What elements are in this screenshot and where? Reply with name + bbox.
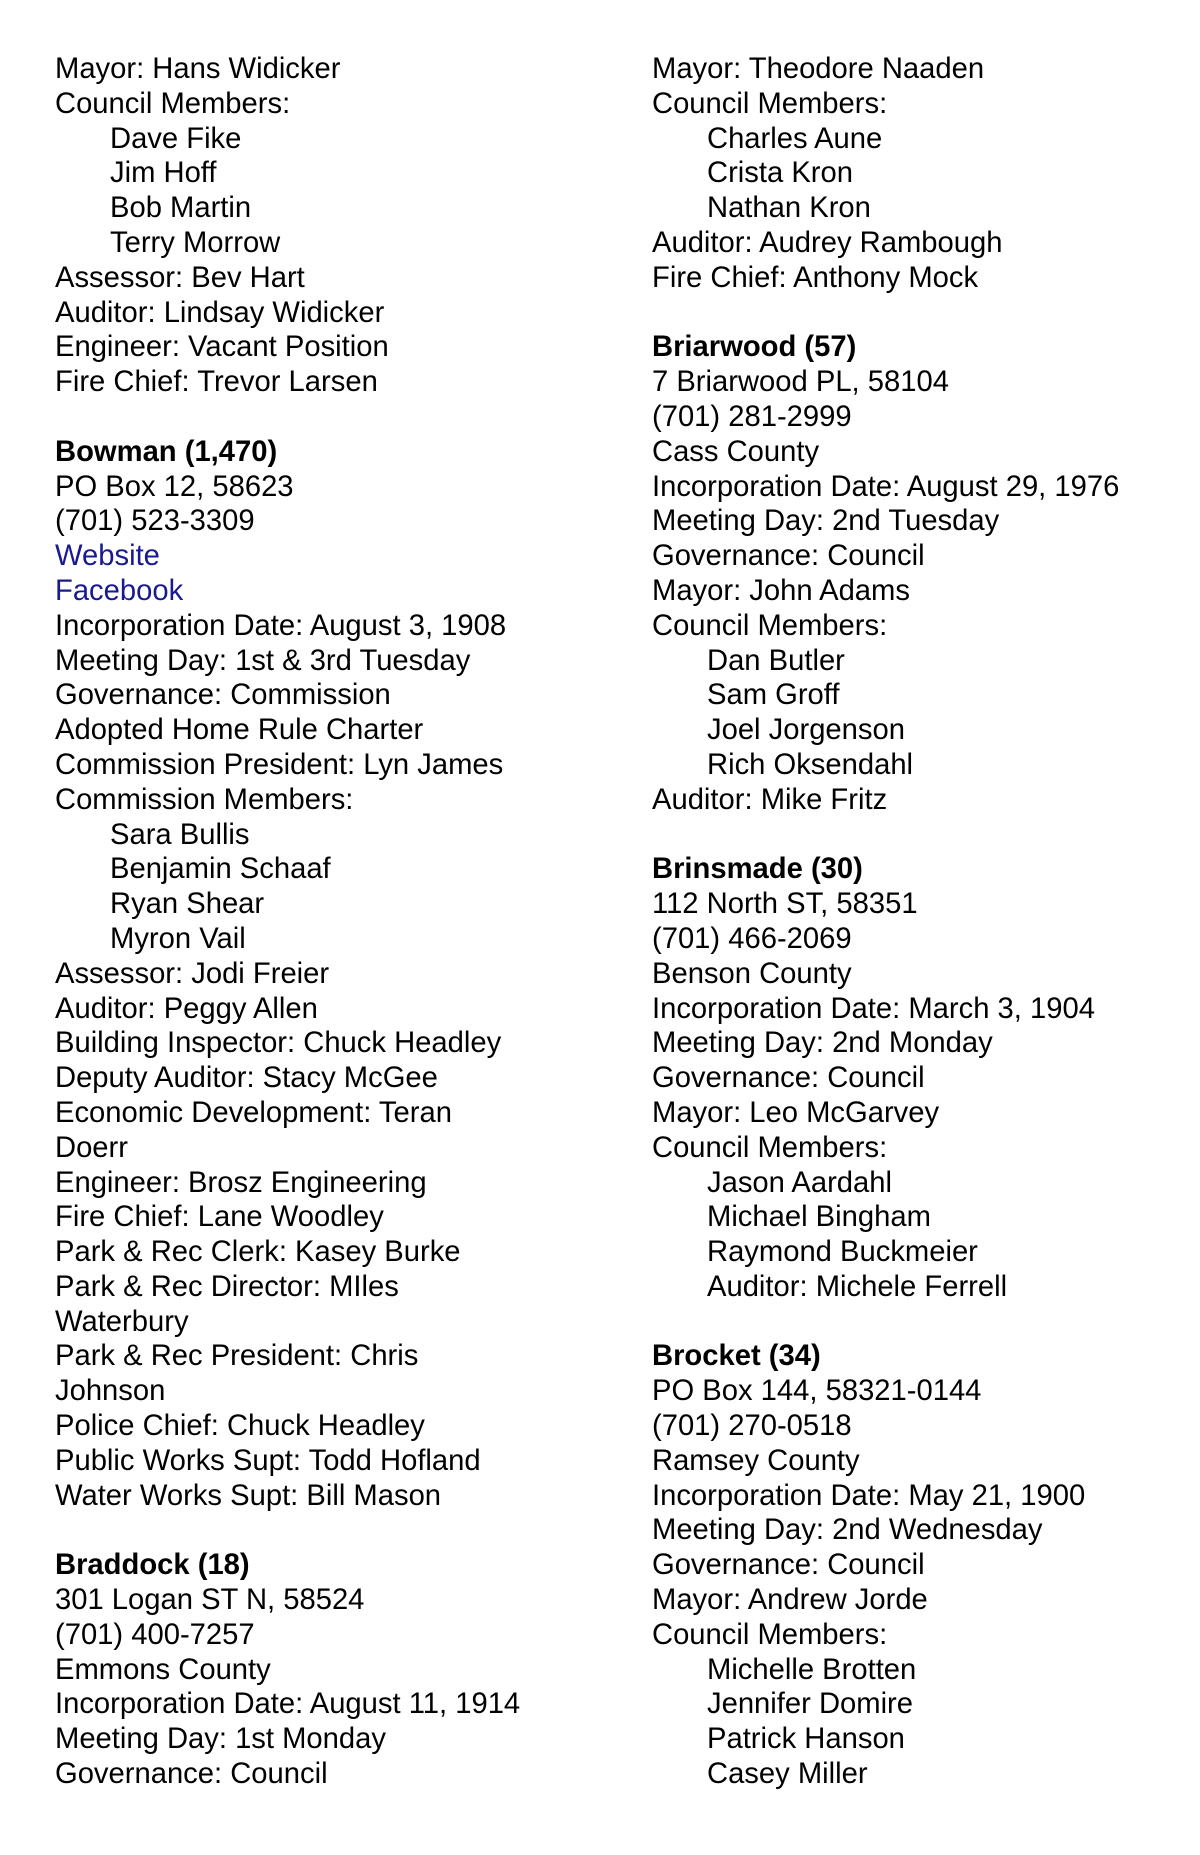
member-name: Dave Fike: [110, 122, 242, 155]
member-name: Raymond Buckmeier: [707, 1236, 978, 1269]
directory-entry: Adopted Home Rule Charter: [55, 714, 424, 747]
directory-entry: Governance: Council: [55, 1758, 328, 1791]
directory-entry: (701) 270-0518: [652, 1410, 852, 1443]
city-heading: Braddock (18): [55, 1549, 250, 1582]
right-column: [652, 52, 1192, 1792]
directory-entry: Mayor: Theodore Naaden: [652, 53, 985, 85]
directory-entry: Johnson: [55, 1375, 166, 1408]
directory-entry: Council Members:: [652, 87, 888, 120]
directory-entry: Benson County: [652, 957, 852, 990]
directory-entry: (701) 466-2069: [652, 922, 852, 955]
directory-entry: Engineer: Vacant Position: [55, 331, 389, 364]
directory-entry: Governance: Council: [652, 540, 925, 573]
directory-entry: Council Members:: [652, 1618, 888, 1651]
directory-entry: Incorporation Date: March 3, 1904: [652, 992, 1095, 1025]
directory-entry: Meeting Day: 1st & 3rd Tuesday: [55, 644, 471, 677]
directory-entry: Meeting Day: 2nd Monday: [652, 1027, 993, 1060]
directory-entry: Deputy Auditor: Stacy McGee: [55, 1062, 438, 1095]
directory-entry: Council Members:: [652, 1131, 888, 1164]
directory-entry: Auditor: Audrey Rambough: [652, 226, 1003, 259]
directory-entry: Meeting Day: 2nd Tuesday: [652, 505, 1000, 538]
member-name: Bob Martin: [110, 192, 252, 225]
directory-entry: Assessor: Jodi Freier: [55, 957, 330, 990]
directory-entry: Incorporation Date: August 29, 1976: [652, 470, 1120, 503]
spacer: [652, 1305, 1192, 1340]
directory-entry: Mayor: John Adams: [652, 574, 910, 607]
directory-entry: Assessor: Bev Hart: [55, 261, 305, 294]
directory-entry: Council Members:: [55, 87, 291, 120]
directory-entry: Doerr: [55, 1131, 128, 1164]
directory-entry: Incorporation Date: August 3, 1908: [55, 609, 507, 642]
member-name: Jim Hoff: [110, 157, 217, 190]
member-name: Jason Aardahl: [707, 1166, 892, 1199]
spacer: [652, 296, 1192, 331]
facebook-link[interactable]: Facebook: [55, 574, 184, 607]
directory-entry: Public Works Supt: Todd Hofland: [55, 1444, 481, 1477]
member-name: Jennifer Domire: [707, 1688, 914, 1721]
member-name: Casey Miller: [707, 1758, 868, 1791]
directory-entry: Park & Rec Director: MIles: [55, 1270, 399, 1303]
directory-entry: Emmons County: [55, 1653, 271, 1686]
directory-entry: Auditor: Mike Fritz: [652, 783, 888, 816]
city-heading: Bowman (1,470): [55, 435, 278, 468]
directory-entry: Engineer: Brosz Engineering: [55, 1166, 427, 1199]
directory-entry: Meeting Day: 2nd Wednesday: [652, 1514, 1043, 1547]
directory-entry: Commission Members:: [55, 783, 354, 816]
directory-entry: Governance: Commission: [55, 679, 391, 712]
member-name: Dan Butler: [707, 644, 845, 677]
directory-entry: Mayor: Leo McGarvey: [652, 1096, 940, 1129]
directory-entry: (701) 400-7257: [55, 1618, 255, 1651]
member-name: Sara Bullis: [110, 818, 250, 851]
directory-entry: Economic Development: Teran: [55, 1096, 452, 1129]
directory-entry: 112 North ST, 58351: [652, 888, 918, 921]
city-heading: Brocket (34): [652, 1340, 821, 1373]
website-link[interactable]: Website: [55, 540, 160, 573]
directory-entry: Building Inspector: Chuck Headley: [55, 1027, 502, 1060]
directory-entry: Commission President: Lyn James: [55, 748, 504, 781]
directory-entry: Cass County: [652, 435, 820, 468]
member-name: Nathan Kron: [707, 192, 871, 225]
spacer: [55, 400, 615, 435]
member-name: Benjamin Schaaf: [110, 853, 331, 886]
directory-entry: Waterbury: [55, 1305, 189, 1338]
member-name: Crista Kron: [707, 157, 853, 190]
directory-entry: Mayor: Andrew Jorde: [652, 1584, 928, 1617]
directory-entry: Fire Chief: Lane Woodley: [55, 1201, 384, 1234]
member-name: Terry Morrow: [110, 226, 281, 259]
directory-entry: Council Members:: [652, 609, 888, 642]
member-name: Charles Aune: [707, 122, 883, 155]
directory-entry: PO Box 12, 58623: [55, 470, 294, 503]
city-heading: Briarwood (57): [652, 331, 857, 364]
spacer: [55, 1513, 615, 1548]
directory-entry: Fire Chief: Trevor Larsen: [55, 366, 378, 399]
directory-entry: Auditor: Peggy Allen: [55, 992, 318, 1025]
member-name: Michael Bingham: [707, 1201, 931, 1234]
directory-entry: Incorporation Date: May 21, 1900: [652, 1479, 1086, 1512]
member-name: Sam Groff: [707, 679, 840, 712]
directory-entry: 301 Logan ST N, 58524: [55, 1584, 365, 1617]
member-name: Joel Jorgenson: [707, 714, 905, 747]
directory-entry: Park & Rec President: Chris: [55, 1340, 419, 1373]
member-name: Patrick Hanson: [707, 1723, 905, 1756]
directory-entry: PO Box 144, 58321-0144: [652, 1375, 982, 1408]
directory-entry: Meeting Day: 1st Monday: [55, 1723, 386, 1756]
directory-entry: 7 Briarwood PL, 58104: [652, 366, 949, 399]
directory-entry: Mayor: Hans Widicker: [55, 53, 341, 85]
directory-entry: Fire Chief: Anthony Mock: [652, 261, 979, 294]
left-column: [55, 52, 615, 1792]
directory-entry: Incorporation Date: August 11, 1914: [55, 1688, 521, 1721]
directory-entry: (701) 523-3309: [55, 505, 255, 538]
member-name: Ryan Shear: [110, 888, 265, 921]
directory-entry: (701) 281-2999: [652, 400, 852, 433]
member-name: Auditor: Michele Ferrell: [707, 1270, 1008, 1303]
member-name: Myron Vail: [110, 922, 246, 955]
directory-entry: Auditor: Lindsay Widicker: [55, 296, 385, 329]
directory-entry: Water Works Supt: Bill Mason: [55, 1479, 442, 1512]
member-name: Rich Oksendahl: [707, 748, 914, 781]
spacer: [652, 818, 1192, 853]
member-name: Michelle Brotten: [707, 1653, 917, 1686]
city-heading: Brinsmade (30): [652, 853, 863, 886]
directory-entry: Park & Rec Clerk: Kasey Burke: [55, 1236, 461, 1269]
directory-entry: Governance: Council: [652, 1549, 925, 1582]
directory-entry: Ramsey County: [652, 1444, 860, 1477]
directory-entry: Governance: Council: [652, 1062, 925, 1095]
directory-entry: Police Chief: Chuck Headley: [55, 1410, 425, 1443]
